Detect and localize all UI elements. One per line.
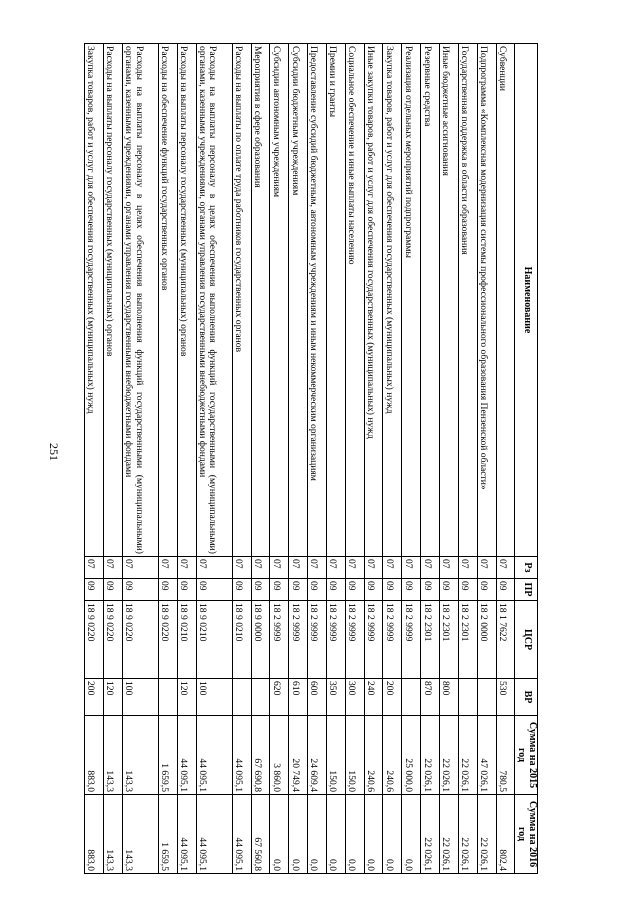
table-row xyxy=(177,44,196,874)
table-row xyxy=(402,44,421,874)
cell-name: Резервные средства xyxy=(421,44,440,557)
cell-csr: 18 9 0220 xyxy=(104,601,123,679)
cell-sum-2016: 143,3 xyxy=(104,795,123,874)
cell-sum-2016: 0,0 xyxy=(364,795,383,874)
cell-sum-2015: 44 095,1 xyxy=(232,716,251,795)
cell-name: Подпрограмма «Комплексная модернизация системы профессионального образования Пензенской области» xyxy=(477,44,496,557)
cell-vr: 530 xyxy=(496,679,515,716)
cell-sum-2016: 22 026,1 xyxy=(421,795,440,874)
cell-csr: 18 2 9999 xyxy=(345,601,364,679)
cell-vr: 100 xyxy=(196,679,232,716)
cell-rz: 07 xyxy=(196,557,232,579)
cell-rz: 07 xyxy=(122,557,158,579)
cell-name: Расходы на выплаты по оплате труда работников государственных органов xyxy=(232,44,251,557)
header-name: Наименование xyxy=(515,44,538,557)
table-row xyxy=(421,44,440,874)
cell-sum-2015: 143,3 xyxy=(122,716,158,795)
cell-vr: 200 xyxy=(85,679,104,716)
cell-vr xyxy=(477,679,496,716)
cell-csr: 18 2 2301 xyxy=(458,601,477,679)
cell-csr: 18 9 0210 xyxy=(232,601,251,679)
cell-csr: 18 2 9999 xyxy=(270,601,289,679)
cell-sum-2016: 0,0 xyxy=(402,795,421,874)
cell-pr: 09 xyxy=(326,579,345,601)
cell-pr: 09 xyxy=(85,579,104,601)
cell-rz: 07 xyxy=(383,557,402,579)
table-row xyxy=(85,44,104,874)
cell-rz: 07 xyxy=(104,557,123,579)
cell-rz: 07 xyxy=(440,557,459,579)
cell-csr: 18 9 0210 xyxy=(177,601,196,679)
cell-name: Субсидии бюджетным учреждениям xyxy=(289,44,308,557)
cell-csr: 18 2 9999 xyxy=(364,601,383,679)
cell-pr: 09 xyxy=(383,579,402,601)
cell-name: Расходы на выплаты персоналу государственных (муниципальных) органов xyxy=(104,44,123,557)
cell-pr: 09 xyxy=(270,579,289,601)
cell-sum-2015: 1 659,5 xyxy=(159,716,178,795)
cell-pr: 09 xyxy=(402,579,421,601)
cell-csr: 18 2 9999 xyxy=(383,601,402,679)
cell-pr: 09 xyxy=(196,579,232,601)
cell-sum-2016: 0,0 xyxy=(289,795,308,874)
cell-name: Премии и гранты xyxy=(326,44,345,557)
table-row xyxy=(196,44,232,874)
table-row xyxy=(232,44,251,874)
cell-rz: 07 xyxy=(364,557,383,579)
cell-vr: 870 xyxy=(421,679,440,716)
cell-rz: 07 xyxy=(458,557,477,579)
cell-sum-2016: 802,4 xyxy=(496,795,515,874)
cell-sum-2015: 3 860,0 xyxy=(270,716,289,795)
cell-sum-2016: 44 095,1 xyxy=(177,795,196,874)
cell-sum-2016: 1 659,5 xyxy=(159,795,178,874)
cell-name: Социальное обеспечение и иные выплаты населению xyxy=(345,44,364,557)
cell-vr: 300 xyxy=(345,679,364,716)
table-row xyxy=(383,44,402,874)
cell-rz: 07 xyxy=(326,557,345,579)
cell-pr: 09 xyxy=(477,579,496,601)
cell-rz: 07 xyxy=(477,557,496,579)
cell-sum-2015: 47 026,1 xyxy=(477,716,496,795)
header-vr: ВР xyxy=(515,679,538,716)
table-row xyxy=(270,44,289,874)
cell-sum-2016: 44 095,1 xyxy=(196,795,232,874)
cell-sum-2016: 22 026,1 xyxy=(440,795,459,874)
header-pr: ПР xyxy=(515,579,538,601)
cell-sum-2016: 22 026,1 xyxy=(477,795,496,874)
cell-name: Предоставление субсидий бюджетным, автономным учреждениям и иным некоммерческим организациям xyxy=(308,44,327,557)
cell-sum-2015: 22 026,1 xyxy=(440,716,459,795)
cell-rz: 07 xyxy=(270,557,289,579)
cell-sum-2015: 22 026,1 xyxy=(421,716,440,795)
cell-sum-2015: 240,6 xyxy=(383,716,402,795)
cell-rz: 07 xyxy=(251,557,270,579)
table-row xyxy=(122,44,158,874)
cell-csr: 18 2 9999 xyxy=(402,601,421,679)
cell-name: Расходы на выплаты персоналу в целях обеспечения выполнения функций государственными (муниципальными) органами, казенными учреждениями, органами управления государственными внебюджетными фондами xyxy=(196,44,232,557)
cell-sum-2016: 0,0 xyxy=(383,795,402,874)
cell-csr: 18 2 9999 xyxy=(326,601,345,679)
cell-name: Субсидии автономным учреждениям xyxy=(270,44,289,557)
budget-table xyxy=(84,43,538,874)
cell-vr: 610 xyxy=(289,679,308,716)
cell-vr: 120 xyxy=(177,679,196,716)
cell-pr: 09 xyxy=(289,579,308,601)
cell-name: Государственная поддержка в области образования xyxy=(458,44,477,557)
cell-name: Иные закупки товаров, работ и услуг для обеспечения государственных (муниципальных) нужд xyxy=(364,44,383,557)
cell-rz: 07 xyxy=(289,557,308,579)
table-row xyxy=(364,44,383,874)
cell-csr: 18 2 2301 xyxy=(440,601,459,679)
cell-vr: 800 xyxy=(440,679,459,716)
cell-sum-2016: 143,3 xyxy=(122,795,158,874)
cell-sum-2016: 0,0 xyxy=(270,795,289,874)
cell-name: Расходы на выплаты персоналу в целях обеспечения выполнения функций государственными (муниципальными) органами, казенными учреждениями, органами управления государственными внебюджетными фондами xyxy=(122,44,158,557)
cell-csr: 18 9 0210 xyxy=(196,601,232,679)
cell-sum-2016: 22 026,1 xyxy=(458,795,477,874)
cell-csr: 18 9 0220 xyxy=(85,601,104,679)
table-row xyxy=(308,44,327,874)
cell-sum-2015: 22 026,1 xyxy=(458,716,477,795)
cell-vr xyxy=(402,679,421,716)
cell-rz: 07 xyxy=(85,557,104,579)
cell-sum-2015: 44 095,1 xyxy=(196,716,232,795)
cell-name: Субвенции xyxy=(496,44,515,557)
cell-rz: 07 xyxy=(345,557,364,579)
table-row xyxy=(289,44,308,874)
table-row xyxy=(440,44,459,874)
table-row xyxy=(496,44,515,874)
cell-rz: 07 xyxy=(421,557,440,579)
cell-name: Закупка товаров, работ и услуг для обеспечения государственных (муниципальных) нужд xyxy=(383,44,402,557)
cell-name: Расходы на обеспечение функций государственных органов xyxy=(159,44,178,557)
table-row xyxy=(458,44,477,874)
cell-sum-2016: 883,0 xyxy=(85,795,104,874)
cell-sum-2015: 883,0 xyxy=(85,716,104,795)
cell-rz: 07 xyxy=(177,557,196,579)
cell-vr: 200 xyxy=(383,679,402,716)
table-row xyxy=(104,44,123,874)
page-number: 251 xyxy=(47,443,61,461)
cell-pr: 09 xyxy=(104,579,123,601)
cell-name: Реализация отдельных мероприятий подпрограммы xyxy=(402,44,421,557)
table-row xyxy=(159,44,178,874)
budget-table-container xyxy=(84,43,538,873)
cell-csr: 18 2 9999 xyxy=(289,601,308,679)
cell-vr: 620 xyxy=(270,679,289,716)
header-sum-2015: Сумма на 2015 год xyxy=(515,716,538,795)
cell-vr: 240 xyxy=(364,679,383,716)
cell-vr xyxy=(232,679,251,716)
cell-csr: 18 2 2301 xyxy=(421,601,440,679)
cell-rz: 07 xyxy=(159,557,178,579)
cell-rz: 07 xyxy=(402,557,421,579)
cell-sum-2016: 44 095,1 xyxy=(232,795,251,874)
cell-csr: 18 2 0000 xyxy=(477,601,496,679)
cell-csr: 18 2 9999 xyxy=(308,601,327,679)
cell-sum-2015: 150,0 xyxy=(326,716,345,795)
cell-sum-2016: 0,0 xyxy=(308,795,327,874)
cell-sum-2015: 240,6 xyxy=(364,716,383,795)
cell-pr: 09 xyxy=(308,579,327,601)
header-row xyxy=(515,44,538,874)
cell-pr: 09 xyxy=(496,579,515,601)
cell-sum-2016: 67 560,8 xyxy=(251,795,270,874)
cell-pr: 09 xyxy=(251,579,270,601)
cell-vr: 350 xyxy=(326,679,345,716)
cell-csr: 18 9 0220 xyxy=(159,601,178,679)
cell-pr: 09 xyxy=(421,579,440,601)
table-row xyxy=(326,44,345,874)
cell-rz: 07 xyxy=(308,557,327,579)
header-csr: ЦСР xyxy=(515,601,538,679)
cell-sum-2015: 67 690,8 xyxy=(251,716,270,795)
cell-name: Расходы на выплаты персоналу государственных (муниципальных) органов xyxy=(177,44,196,557)
header-rz: Рз xyxy=(515,557,538,579)
cell-rz: 07 xyxy=(232,557,251,579)
cell-name: Иные бюджетные ассигнования xyxy=(440,44,459,557)
cell-csr: 18 1 7622 xyxy=(496,601,515,679)
header-sum-2016: Сумма на 2016 год xyxy=(515,795,538,874)
cell-pr: 09 xyxy=(177,579,196,601)
cell-rz: 07 xyxy=(496,557,515,579)
table-row xyxy=(477,44,496,874)
cell-sum-2015: 25 000,0 xyxy=(402,716,421,795)
cell-pr: 09 xyxy=(345,579,364,601)
cell-sum-2015: 44 095,1 xyxy=(177,716,196,795)
cell-csr: 18 9 0220 xyxy=(122,601,158,679)
cell-vr xyxy=(251,679,270,716)
table-row xyxy=(345,44,364,874)
cell-sum-2016: 0,0 xyxy=(345,795,364,874)
cell-sum-2015: 143,3 xyxy=(104,716,123,795)
cell-name: Закупка товаров, работ и услуг для обеспечения государственных (муниципальных) нужд xyxy=(85,44,104,557)
cell-vr xyxy=(159,679,178,716)
cell-pr: 09 xyxy=(159,579,178,601)
cell-pr: 09 xyxy=(364,579,383,601)
cell-sum-2015: 24 609,4 xyxy=(308,716,327,795)
cell-pr: 09 xyxy=(440,579,459,601)
cell-sum-2016: 0,0 xyxy=(326,795,345,874)
cell-vr xyxy=(458,679,477,716)
cell-sum-2015: 20 749,4 xyxy=(289,716,308,795)
cell-name: Мероприятия в сфере образования xyxy=(251,44,270,557)
table-row xyxy=(251,44,270,874)
cell-vr: 100 xyxy=(122,679,158,716)
cell-sum-2015: 780,5 xyxy=(496,716,515,795)
cell-csr: 18 9 0000 xyxy=(251,601,270,679)
cell-pr: 09 xyxy=(122,579,158,601)
cell-vr: 120 xyxy=(104,679,123,716)
cell-vr: 600 xyxy=(308,679,327,716)
cell-pr: 09 xyxy=(458,579,477,601)
cell-pr: 09 xyxy=(232,579,251,601)
cell-sum-2015: 150,0 xyxy=(345,716,364,795)
